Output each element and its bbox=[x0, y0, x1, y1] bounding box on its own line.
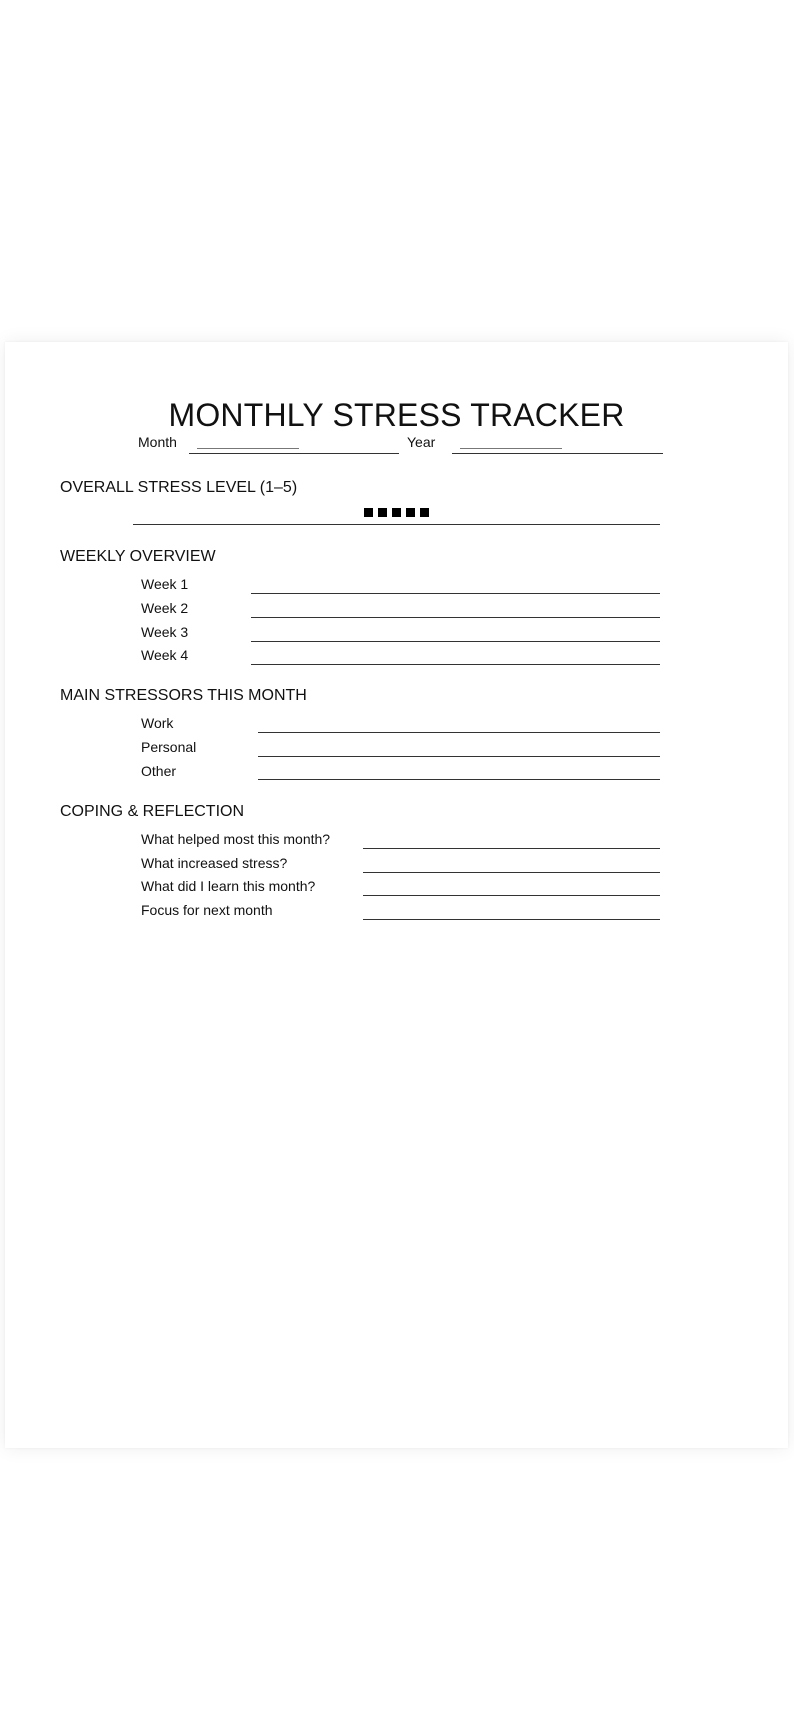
coping-q1-field[interactable] bbox=[363, 848, 660, 849]
worksheet-page bbox=[5, 342, 788, 1448]
stress-level-5-box[interactable] bbox=[420, 508, 429, 517]
stress-scale[interactable] bbox=[364, 508, 429, 517]
week-4-field[interactable] bbox=[251, 664, 660, 665]
year-field[interactable] bbox=[452, 453, 663, 454]
weekly-overview-heading: WEEKLY OVERVIEW bbox=[60, 548, 216, 565]
coping-q2-field[interactable] bbox=[363, 872, 660, 873]
stressor-work-field[interactable] bbox=[258, 732, 660, 733]
month-label: Month bbox=[138, 434, 177, 450]
month-field[interactable] bbox=[189, 453, 399, 454]
year-label: Year bbox=[407, 434, 436, 450]
main-stressors-heading: MAIN STRESSORS THIS MONTH bbox=[60, 687, 307, 704]
stress-level-1-box[interactable] bbox=[364, 508, 373, 517]
week-2-field[interactable] bbox=[251, 617, 660, 618]
stress-level-2-box[interactable] bbox=[378, 508, 387, 517]
stressor-work-label: Work bbox=[141, 715, 174, 731]
coping-reflection-heading: COPING & REFLECTION bbox=[60, 803, 245, 820]
stress-level-4-box[interactable] bbox=[406, 508, 415, 517]
coping-q3-field[interactable] bbox=[363, 895, 660, 896]
week-4-label: Week 4 bbox=[141, 647, 189, 663]
overall-stress-heading: OVERALL STRESS LEVEL (1–5) bbox=[60, 479, 298, 496]
week-1-field[interactable] bbox=[251, 593, 660, 594]
coping-q2-label: What increased stress? bbox=[141, 855, 288, 871]
week-2-label: Week 2 bbox=[141, 600, 189, 616]
stressor-other-label: Other bbox=[141, 763, 177, 779]
stress-level-3-box[interactable] bbox=[392, 508, 401, 517]
week-1-label: Week 1 bbox=[141, 576, 189, 592]
year-short-line bbox=[460, 448, 562, 449]
stressor-other-field[interactable] bbox=[258, 779, 660, 780]
coping-q1-label: What helped most this month? bbox=[141, 831, 331, 847]
stressor-personal-label: Personal bbox=[141, 739, 197, 755]
stress-level-line[interactable] bbox=[133, 524, 660, 525]
coping-q4-label: Focus for next month bbox=[141, 902, 273, 918]
week-3-label: Week 3 bbox=[141, 624, 189, 640]
coping-q3-label: What did I learn this month? bbox=[141, 878, 316, 894]
month-short-line bbox=[197, 448, 299, 449]
page-title: MONTHLY STRESS TRACKER bbox=[168, 397, 625, 433]
stressor-personal-field[interactable] bbox=[258, 756, 660, 757]
week-3-field[interactable] bbox=[251, 641, 660, 642]
coping-q4-field[interactable] bbox=[363, 919, 660, 920]
